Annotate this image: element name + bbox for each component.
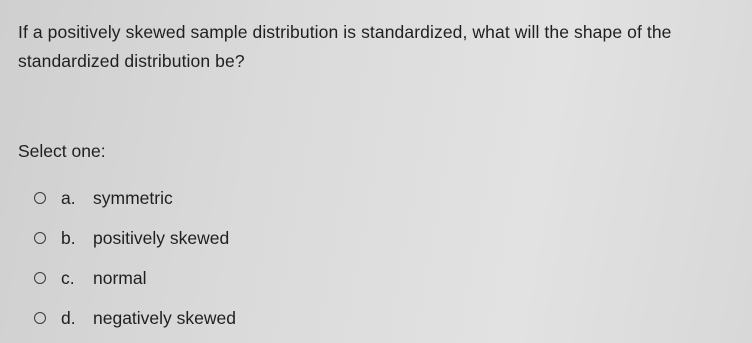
option-c-label[interactable]: normal	[93, 267, 147, 288]
option-a-radio-button[interactable]	[34, 192, 46, 204]
option-a-letter: a.	[61, 187, 76, 208]
question-text: If a positively skewed sample distribution is standardized, what will the shape of the standardized distribution be?	[18, 22, 672, 71]
option-d-label[interactable]: negatively skewed	[93, 307, 236, 328]
select-one-label: Select one:	[18, 141, 106, 161]
option-c[interactable]	[34, 258, 236, 298]
option-c-letter: c.	[61, 267, 75, 288]
option-b-label[interactable]: positively skewed	[93, 227, 230, 248]
option-c-radio-button[interactable]	[34, 272, 46, 284]
option-a[interactable]	[34, 178, 236, 218]
option-a-label[interactable]: symmetric	[93, 187, 173, 208]
option-b-radio-button[interactable]	[34, 232, 46, 244]
option-d[interactable]	[34, 298, 236, 338]
option-d-letter: d.	[61, 307, 76, 328]
answer-options	[34, 178, 236, 338]
option-b-letter: b.	[61, 227, 76, 248]
option-d-radio-button[interactable]	[34, 312, 46, 324]
option-b[interactable]	[34, 218, 236, 258]
